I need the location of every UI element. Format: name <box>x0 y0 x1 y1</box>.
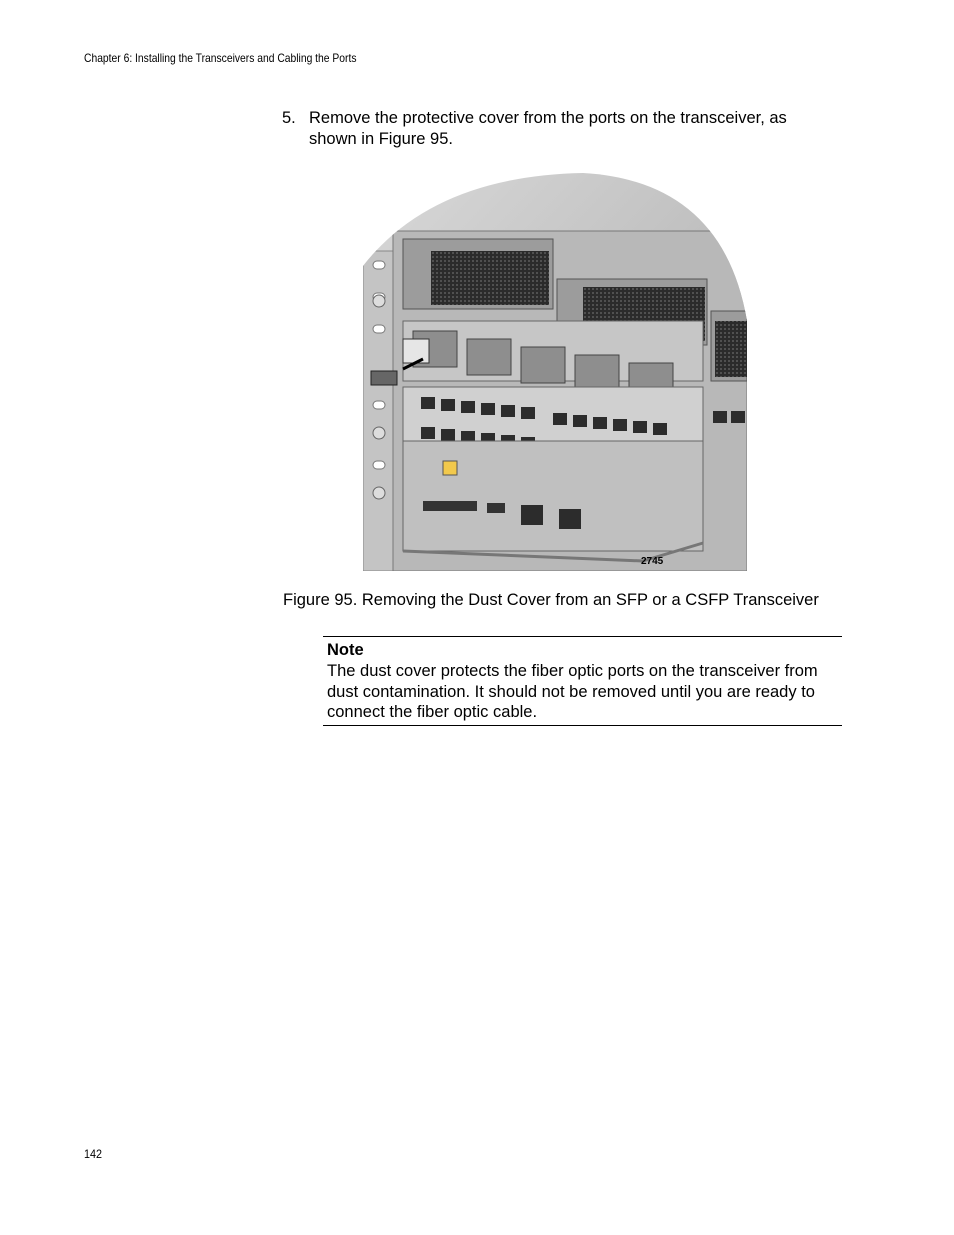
note-box <box>323 636 842 726</box>
figure-switch-illustration <box>363 171 747 571</box>
note-title: Note <box>327 641 364 659</box>
note-body: The dust cover protects the fiber optic ports on the transceiver from dust contamination. It should not be removed until you are ready to connect the fiber optic cable. <box>327 662 818 721</box>
running-header: Chapter 6: Installing the Transceivers and Cabling the Ports <box>84 51 357 65</box>
page-number: 142 <box>84 1147 103 1161</box>
switch-chassis-illustration <box>363 171 747 571</box>
step-number: 5. <box>282 109 296 127</box>
figure-id-label: 2745 <box>641 556 664 567</box>
figure-caption: Figure 95. Removing the Dust Cover from an SFP or a CSFP Transceiver <box>283 591 819 609</box>
step-text: Remove the protective cover from the ports on the transceiver, as shown in Figure 95. <box>309 109 787 148</box>
